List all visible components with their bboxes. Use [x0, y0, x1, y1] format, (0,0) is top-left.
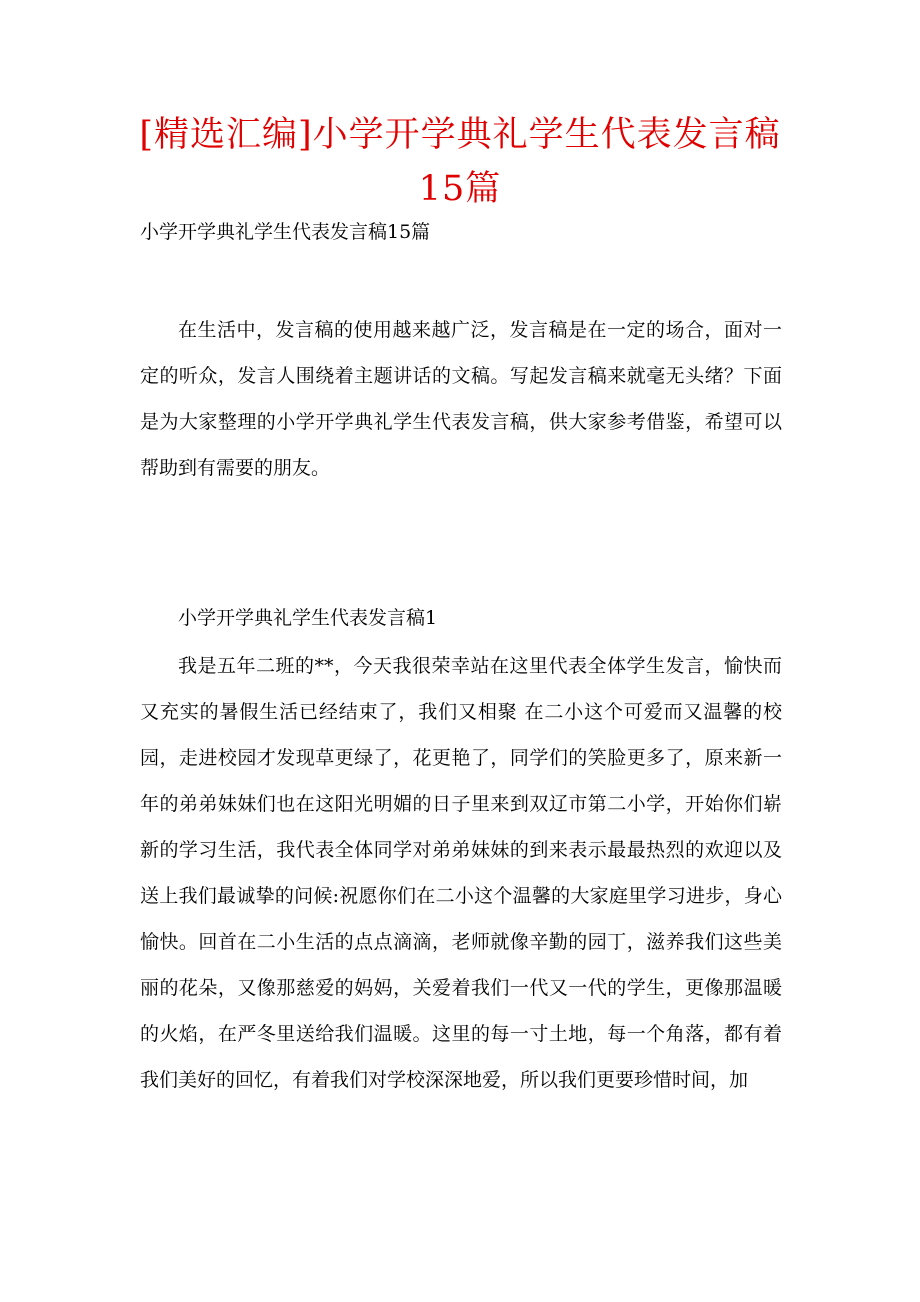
- intro-paragraph: 在生活中，发言稿的使用越来越广泛，发言稿是在一定的场合，面对一定的听众，发言人围绕着主题讲话的文稿。写起发言稿来就毫无头绪？下面是为大家整理的小学开学典礼学生代表发言稿，供大家参考借鉴，希望可以帮助到有需要的朋友。: [140, 319, 782, 479]
- section-body-paragraph: 我是五年二班的**，今天我很荣幸站在这里代表全体学生发言，愉快而又充实的暑假生活已经结束了，我们又相聚 在二小这个可爱而又温馨的校园，走进校园才发现草更绿了，花更艳了，同学们的笑脸更多了，原来新一年的弟弟妹妹们也在这阳光明媚的日子里来到双辽市第二小学，开始你们崭新的学习生活，我代表全体同学对弟弟妹妹的到来表示最最热烈的欢迎以及送上我们最诚挚的问候:祝愿你们在二小这个温馨的大家庭里学习进步，身心愉快。回首在二小生活的点点滴滴，老师就像辛勤的园丁，滋养我们这些美丽的花朵，又像那慈爱的妈妈，关爱着我们一代又一代的学生，更像那温暖的火焰，在严冬里送给我们温暖。这里的每一寸土地，每一个角落，都有着我们美好的回忆，有着我们对学校深深地爱，所以我们更要珍惜时间，加: [140, 655, 782, 1091]
- document-subtitle: 小学开学典礼学生代表发言稿15篇: [140, 221, 431, 243]
- section-heading: 小学开学典礼学生代表发言稿1: [178, 607, 438, 629]
- document-title: [精选汇编]小学开学典礼学生代表发言稿15篇: [139, 115, 781, 209]
